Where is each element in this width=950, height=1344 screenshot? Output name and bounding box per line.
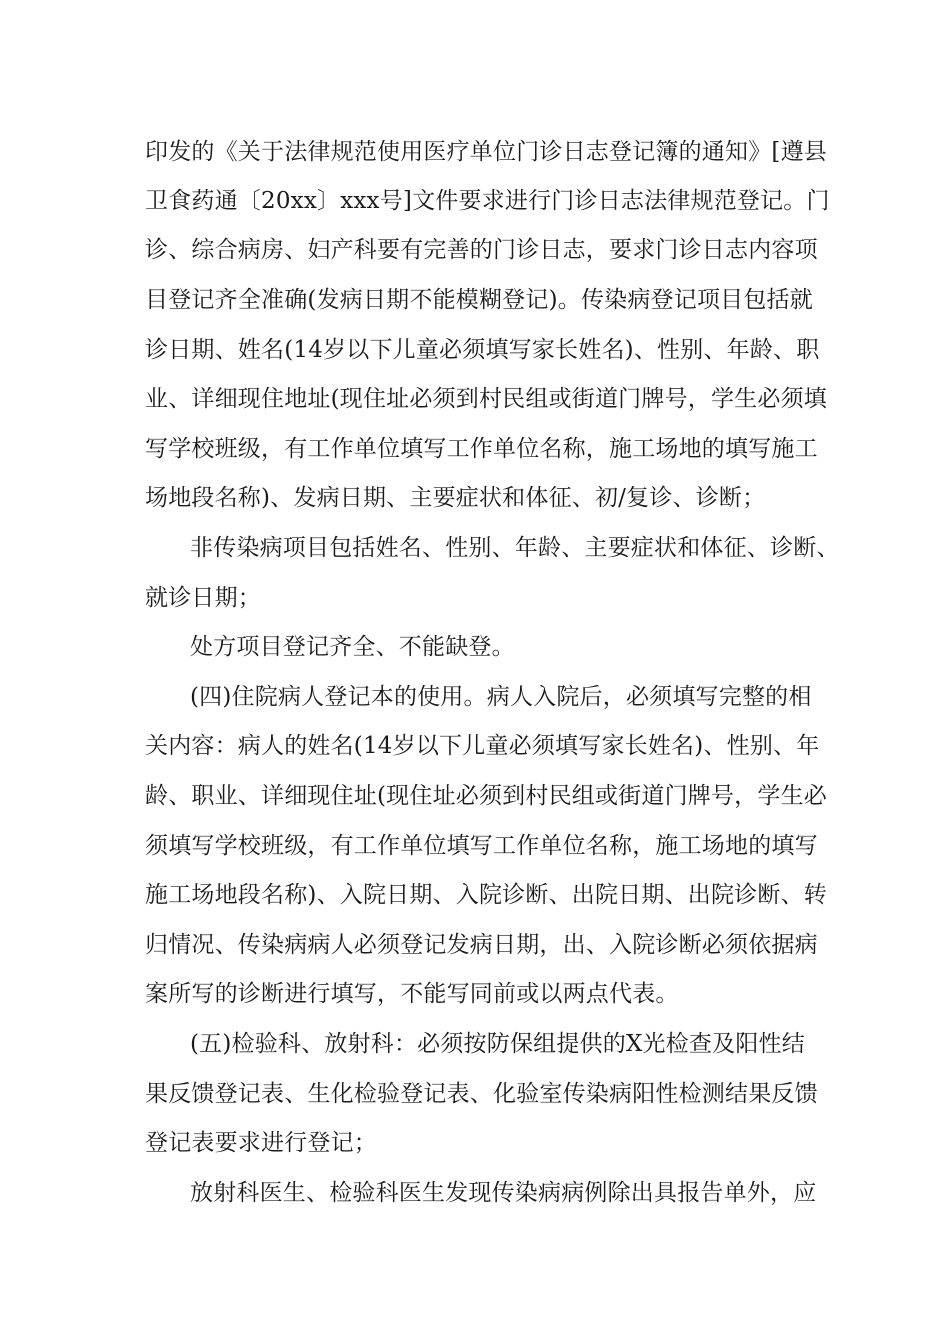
text-line: 写学校班级，有工作单位填写工作单位名称，施工场地的填写施工 xyxy=(145,436,818,462)
text-line: 龄、职业、详细现住址(现住址必须到村民组或街道门牌号，学生必 xyxy=(145,783,827,809)
section-heading-line: (四)住院病人登记本的使用。病人入院后，必须填写完整的相 xyxy=(190,684,812,710)
text-line: 施工场地段名称)、入院日期、入院诊断、出院日期、出院诊断、转 xyxy=(145,882,827,908)
text-line: 目登记齐全准确(发病日期不能模糊登记)。传染病登记项目包括就 xyxy=(145,287,813,313)
text-line: 果反馈登记表、生化检验登记表、化验室传染病阳性检测结果反馈 xyxy=(145,1081,818,1107)
paragraph-first-line: 放射科医生、检验科医生发现传染病病例除出具报告单外，应 xyxy=(190,1180,817,1206)
paragraph-first-line: 处方项目登记齐全、不能缺登。 xyxy=(190,634,515,660)
text-line: 场地段名称)、发病日期、主要症状和体征、初/复诊、诊断； xyxy=(145,485,766,511)
text-line: 案所写的诊断进行填写，不能写同前或以两点代表。 xyxy=(145,981,679,1007)
text-line: 须填写学校班级，有工作单位填写工作单位名称，施工场地的填写 xyxy=(145,833,818,859)
paragraph-first-line: 非传染病项目包括姓名、性别、年龄、主要症状和体征、诊断、 xyxy=(190,535,840,561)
text-line: 业、详细现住地址(现住址必须到村民组或街道门牌号，学生必须填 xyxy=(145,386,827,412)
text-line: 诊、综合病房、妇产科要有完善的门诊日志，要求门诊日志内容项 xyxy=(145,237,818,263)
text-line: 就诊日期； xyxy=(145,585,261,611)
text-line: 关内容：病人的姓名(14岁以下儿童必须填写家长姓名)、性别、年 xyxy=(145,733,820,759)
text-line: 诊日期、姓名(14岁以下儿童必须填写家长姓名)、性别、年龄、职 xyxy=(145,337,820,363)
text-line: 印发的《关于法律规范使用医疗单位门诊日志登记簿的通知》[遵县 xyxy=(145,139,827,165)
text-line: 归情况、传染病病人必须登记发病日期，出、入院诊断必须依据病 xyxy=(145,932,818,958)
text-line: 登记表要求进行登记； xyxy=(145,1130,377,1156)
section-heading-line: (五)检验科、放射科：必须按防保组提供的X光检查及阳性结 xyxy=(190,1031,805,1057)
text-line: 卫食药通〔20xx〕xxx号]文件要求进行门诊日志法律规范登记。门 xyxy=(145,188,830,214)
